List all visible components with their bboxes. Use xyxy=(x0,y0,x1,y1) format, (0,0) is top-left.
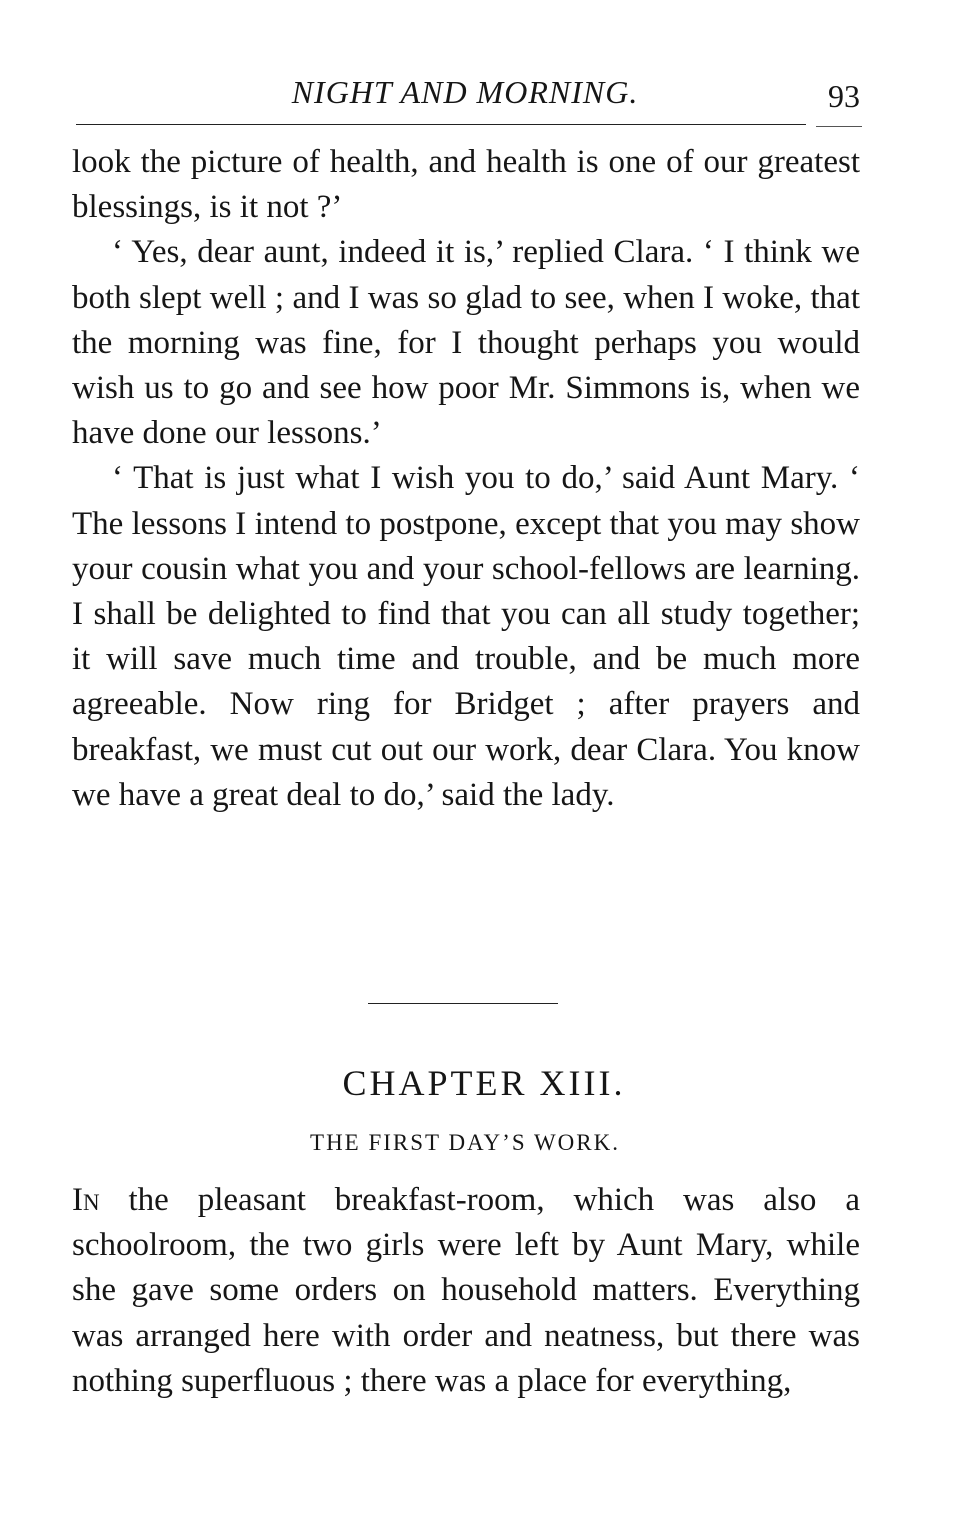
section-divider xyxy=(368,1003,558,1004)
paragraph-aunt-mary-reply: ‘ That is just what I wish you to do,’ said Aunt Mary. ‘ The lessons I intend to postpone, except that you may show your cousin what you and your school-fellows are learning. I shall be delighted to find that you can all study together; it will save much time and trouble, and be much more agreeable. Now ring for Bridget ; after prayers and breakfast, we must cut out our work, dear Clara. You know we have a great deal to do,’ said the lady. xyxy=(72,460,860,813)
running-title: NIGHT AND MORNING. xyxy=(291,74,639,110)
page-number: 93 xyxy=(828,78,860,114)
paragraph-clara-reply: ‘ Yes, dear aunt, indeed it is,’ replied Clara. ‘ I think we both slept well ; and I was so glad to see, when I woke, that the morning was fine, for I thought perhaps you would wish us to go and see how poor Mr. Simmons is, when we have done our lessons.’ xyxy=(72,234,860,452)
header-rule xyxy=(76,124,806,125)
chapter-opening-text xyxy=(72,1178,860,1404)
running-head xyxy=(70,70,860,114)
chapter-subtitle: THE FIRST DAY’S WORK. xyxy=(310,1130,620,1155)
chapter-opening-body: the pleasant breakfast-room, which was also a schoolroom, the two girls were left by Aunt Mary, while she gave some orders on household matters. Everything was arranged here with order and neatness, but there was nothing superfluous ; there was a place for everything, xyxy=(72,1182,860,1399)
chapter-opening-paragraph xyxy=(72,1178,860,1404)
chapter-first-word: In xyxy=(72,1182,100,1218)
paragraph-continuation: look the picture of health, and health is one of our greatest blessings, is it not ?’ xyxy=(72,144,860,226)
chapter-title: CHAPTER XIII. xyxy=(342,1063,626,1103)
body-text xyxy=(72,140,860,818)
header-rule-short xyxy=(816,126,862,127)
